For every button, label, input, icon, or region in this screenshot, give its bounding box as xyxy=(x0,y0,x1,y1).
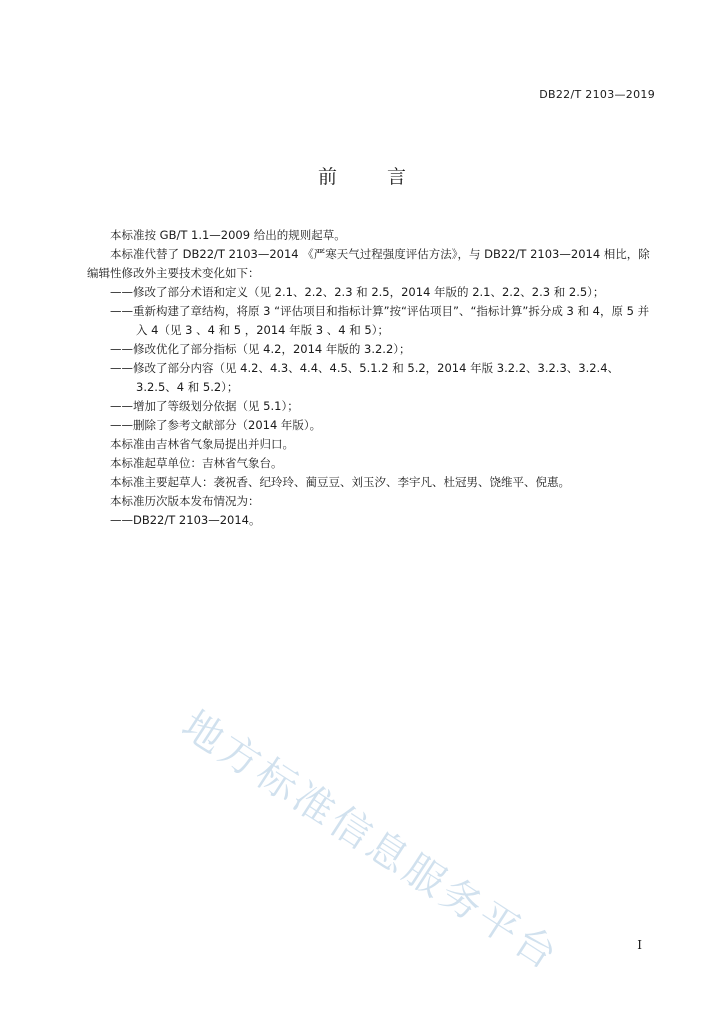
page-title xyxy=(0,162,724,189)
paragraph: ——DB22/T 2103—2014。 xyxy=(110,513,261,527)
watermark: 地方标准信息服务平台 xyxy=(173,702,568,981)
page-number: I xyxy=(637,938,642,952)
paragraph: 本标准按 GB/T 1.1—2009 给出的规则起草。 xyxy=(110,228,346,242)
paragraph: 本标准由吉林省气象局提出并归口。 xyxy=(110,437,294,451)
paragraph: ——删除了参考文献部分（2014 年版）。 xyxy=(110,418,322,432)
paragraph: ——修改优化了部分指标（见 4.2，2014 年版的 3.2.2）； xyxy=(110,342,411,356)
paragraph: ——增加了等级划分依据（见 5.1）； xyxy=(110,399,299,413)
paragraph: ——重新构建了章结构，将原 3 “评估项目和指标计算”按“评估项目”、“指标计算”拆分成 3 和 4，原 5 并入 4（见 3 、4 和 5 ，2014 年版 3 、4 和 5）； xyxy=(110,304,650,337)
paragraph: 本标准起草单位：吉林省气象台。 xyxy=(110,456,283,470)
paragraph: 本标准代替了 DB22/T 2103—2014 《严寒天气过程强度评估方法》，与 DB22/T 2103—2014 相比，除编辑性修改外主要技术变化如下： xyxy=(87,247,650,280)
paragraph: 本标准主要起草人：袭祝香、纪玲玲、蔺豆豆、刘玉汐、李宇凡、杜冠男、饶维平、倪惠。 xyxy=(110,475,570,489)
paragraph: 本标准历次版本发布情况为： xyxy=(110,494,260,508)
title-char-2: 言 xyxy=(387,166,407,188)
paragraph: ——修改了部分术语和定义（见 2.1、2.2、2.3 和 2.5，2014 年版的 2.1、2.2、2.3 和 2.5）； xyxy=(110,285,605,299)
standard-code: DB22/T 2103—2019 xyxy=(539,88,655,101)
title-char-1: 前 xyxy=(317,166,337,188)
preface-body xyxy=(87,226,657,530)
paragraph: ——修改了部分内容（见 4.2、4.3、4.4、4.5、5.1.2 和 5.2，2014 年版 3.2.2、3.2.3、3.2.4、3.2.5、4 和 5.2）； xyxy=(110,361,620,394)
